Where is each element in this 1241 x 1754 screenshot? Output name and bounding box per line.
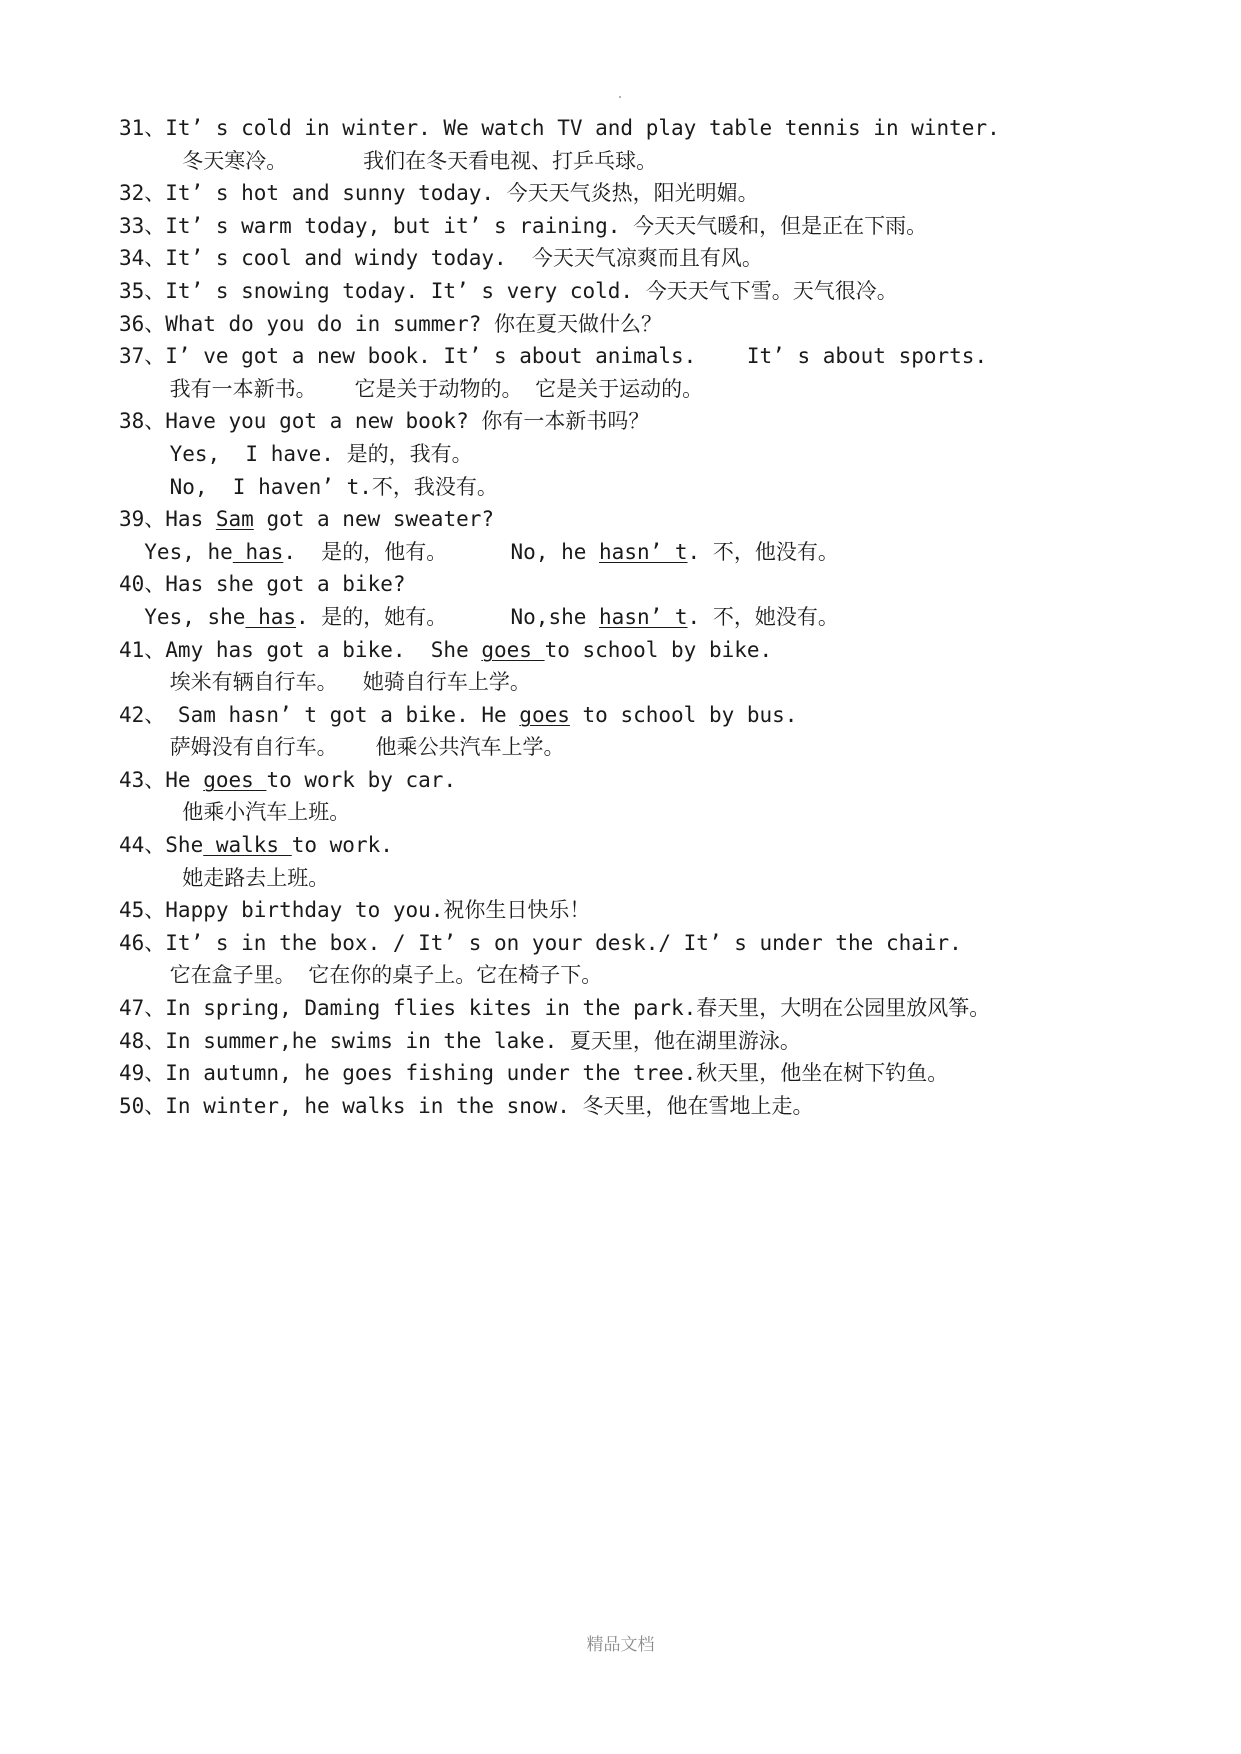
text-segment: 43、He (119, 767, 204, 792)
underlined-word: goes (519, 702, 570, 727)
text-segment: to school by bus. (569, 702, 798, 727)
text-line: 我有一本新书。 它是关于动物的。 它是关于运动的。 (119, 376, 704, 401)
text-line: 48、In summer,he swims in the lake. 夏天里，他在湖里游泳。 (119, 1028, 801, 1053)
underlined-word: has (245, 604, 297, 629)
underlined-word: has (232, 539, 284, 564)
text-segment: 42、 Sam hasn’ t got a bike. He (119, 702, 520, 727)
underlined-word: goes (203, 767, 267, 792)
text-segment: . 不，她没有。 (687, 604, 839, 629)
underlined-word: hasn’ t (599, 604, 688, 629)
text-segment: 39、Has (119, 507, 216, 532)
text-line: 45、Happy birthday to you.祝你生日快乐！ (119, 898, 591, 923)
text-segment: Yes, she (119, 604, 246, 629)
text-line: 40、Has she got a bike? (119, 572, 406, 597)
text-line: 萨姆没有自行车。 他乘公共汽车上学。 (119, 735, 565, 760)
text-line: Yes, I have. 是的，我有。 (119, 441, 473, 466)
text-segment: to school by bike. (544, 637, 773, 662)
text-line (119, 699, 1139, 732)
text-line (119, 829, 1139, 862)
underlined-word: hasn’ t (599, 539, 688, 564)
text-segment: . 是的，他有。 No, he (283, 539, 600, 564)
text-line: 47、In spring, Daming flies kites in the park.春天里，大明在公园里放风筝。 (119, 996, 991, 1021)
text-line: 他乘小汽车上班。 (119, 800, 351, 825)
text-line: 她走路去上班。 (119, 865, 330, 890)
text-line (119, 601, 1139, 634)
page-footer: 精品文档 (586, 1635, 655, 1655)
text-line: 32、It’ s hot and sunny today. 今天天气炎热，阳光明媚。 (119, 181, 759, 206)
text-segment: got a new sweater? (253, 507, 495, 532)
text-line: 埃米有辆自行车。 她骑自行车上学。 (119, 670, 531, 695)
text-line: 31、It’ s cold in winter. We watch TV and play table tennis in winter. (119, 116, 1000, 140)
text-line: 33、It’ s warm today, but it’ s raining. 今天天气暖和，但是正在下雨。 (119, 213, 928, 238)
text-segment: Yes, he (119, 539, 233, 564)
text-line: 37、I’ ve got a new book. It’ s about animals. It’ s about sports. (119, 344, 988, 369)
text-segment: 44、She (119, 833, 204, 858)
text-segment: . 不，他没有。 (687, 539, 839, 564)
text-line: 34、It’ s cool and windy today. 今天天气凉爽而且有风。 (119, 246, 763, 271)
text-line: 它在盒子里。 它在你的桌子上。它在椅子下。 (119, 963, 603, 988)
text-line (119, 764, 1139, 797)
text-segment: to work by car. (266, 767, 457, 792)
text-segment: to work. (291, 833, 393, 858)
text-line: 49、In autumn, he goes fishing under the tree.秋天里，他坐在树下钓鱼。 (119, 1061, 949, 1086)
text-line: 35、It’ s snowing today. It’ s very cold. 今天天气下雪。天气很冷。 (119, 278, 898, 303)
underlined-word: walks (203, 833, 292, 858)
underlined-word: Sam (215, 507, 254, 532)
text-line: 38、Have you got a new book? 你有一本新书吗？ (119, 409, 650, 434)
text-line: 36、What do you do in summer? 你在夏天做什么？ (119, 311, 663, 336)
sentence-list (119, 112, 1139, 1122)
text-line (119, 503, 1139, 536)
text-line: 冬天寒冷。 我们在冬天看电视、打乒乓球。 (119, 148, 658, 173)
text-line: 46、It’ s in the box. / It’ s on your desk./ It’ s under the chair. (119, 930, 962, 955)
text-segment: 41、Amy has got a bike. She (119, 637, 482, 662)
text-line (119, 536, 1139, 569)
text-line: 50、In winter, he walks in the snow. 冬天里，他在雪地上走。 (119, 1093, 814, 1118)
text-line: No, I haven’ t.不，我没有。 (119, 474, 498, 499)
text-segment: . 是的，她有。 No,she (296, 604, 600, 629)
top-dot-mark (619, 96, 621, 98)
underlined-word: goes (481, 637, 545, 662)
text-line (119, 634, 1139, 667)
